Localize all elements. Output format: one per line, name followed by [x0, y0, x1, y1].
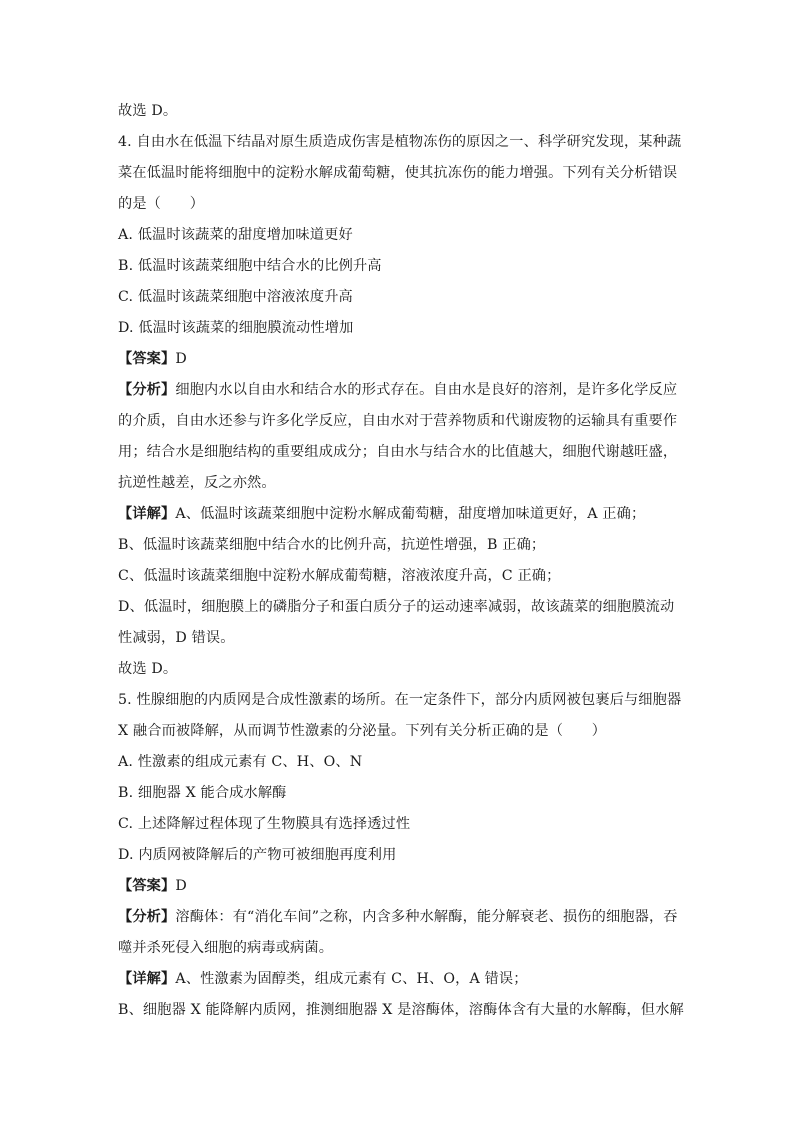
text-line: D、低温时，细胞膜上的磷脂分子和蛋白质分子的运动速率减弱，故该蔬菜的细胞膜流动 — [118, 599, 675, 615]
option-c: C. 低温时该蔬菜细胞中溶液浓度升高 — [118, 289, 353, 305]
detail-tag: 【详解】 — [118, 506, 176, 522]
text-line: B、细胞器 X 能降解内质网，推测细胞器 X 是溶酶体，溶酶体含有大量的水解酶，但水解 — [118, 1002, 684, 1018]
question-4-stem: 4. 自由水在低温下结晶对原生质造成伤害是植物冻伤的原因之一、科学研究发现，某种蔬 — [118, 134, 682, 150]
analysis-line: 【分析】细胞内水以自由水和结合水的形式存在。自由水是良好的溶剂，是许多化学反应 — [118, 382, 678, 398]
detail-line: 【详解】A、性激素为固醇类，组成元素有 C、H、O，A 错误； — [118, 971, 528, 987]
detail-line: 【详解】A、低温时该蔬菜细胞中淀粉水解成葡萄糖，甜度增加味道更好，A 正确； — [118, 506, 646, 522]
text-line: B、低温时该蔬菜细胞中结合水的比例升高，抗逆性增强，B 正确； — [118, 537, 546, 553]
text-line: 性减弱，D 错误。 — [118, 630, 235, 646]
option-a: A. 性激素的组成元素有 C、H、O、N — [118, 754, 363, 770]
option-b: B. 低温时该蔬菜细胞中结合水的比例升高 — [118, 258, 382, 274]
text-line: 故选 D。 — [118, 661, 178, 677]
analysis-tag: 【分析】 — [118, 909, 176, 925]
option-a: A. 低温时该蔬菜的甜度增加味道更好 — [118, 227, 353, 243]
option-c: C. 上述降解过程体现了生物膜具有选择透过性 — [118, 816, 411, 832]
answer-line: 【答案】D — [118, 351, 187, 367]
text-line: X 融合而被降解，从而调节性激素的分泌量。下列有关分析正确的是（ ） — [118, 723, 607, 739]
text-line: 抗逆性越差，反之亦然。 — [118, 475, 276, 491]
analysis-tag: 【分析】 — [118, 382, 176, 398]
answer-line: 【答案】D — [118, 878, 187, 894]
text-line: 用；结合水是细胞结构的重要组成成分；自由水与结合水的比值越大，细胞代谢越旺盛， — [118, 444, 678, 460]
text-line: 噬并杀死侵入细胞的病毒或病菌。 — [118, 940, 334, 956]
text-line: 故选 D。 — [118, 103, 178, 119]
text-line: 的是（ ） — [118, 196, 205, 212]
option-b: B. 细胞器 X 能合成水解酶 — [118, 785, 287, 801]
question-5-stem: 5. 性腺细胞的内质网是合成性激素的场所。在一定条件下，部分内质网被包裹后与细胞器 — [118, 692, 682, 708]
answer-tag: 【答案】 — [118, 351, 176, 367]
answer-tag: 【答案】 — [118, 878, 176, 894]
text-line: 菜在低温时能将细胞中的淀粉水解成葡萄糖，使其抗冻伤的能力增强。下列有关分析错误 — [118, 165, 678, 181]
option-d: D. 低温时该蔬菜的细胞膜流动性增加 — [118, 320, 354, 336]
option-d: D. 内质网被降解后的产物可被细胞再度利用 — [118, 847, 397, 863]
text-line: C、低温时该蔬菜细胞中淀粉水解成葡萄糖，溶液浓度升高，C 正确； — [118, 568, 561, 584]
detail-tag: 【详解】 — [118, 971, 176, 987]
text-line: 的介质，自由水还参与许多化学反应，自由水对于营养物质和代谢废物的运输具有重要作 — [118, 413, 678, 429]
analysis-line: 【分析】溶酶体：有“消化车间”之称，内含多种水解酶，能分解衰老、损伤的细胞器，吞 — [118, 909, 678, 925]
